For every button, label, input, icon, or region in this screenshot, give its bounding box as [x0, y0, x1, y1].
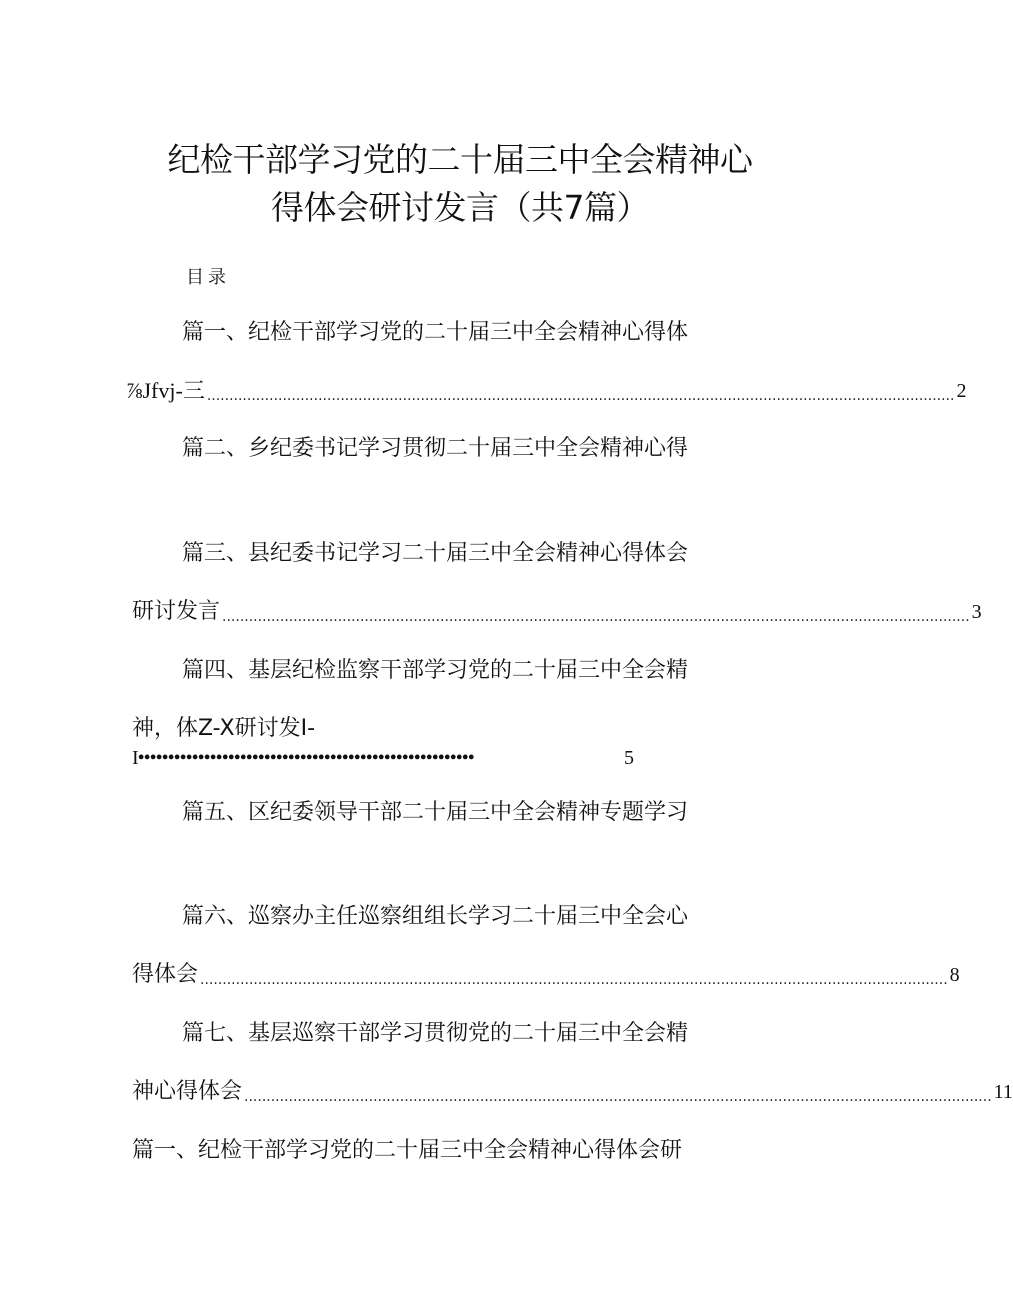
toc-leader-dots: ........................................................................................................................................................................ [244, 1089, 992, 1105]
toc-entry-3-continuation[interactable] [132, 597, 982, 627]
toc-entry-5-title[interactable]: 篇五、区纪委领导干部二十届三中全会精神专题学习 [182, 800, 689, 825]
toc-entry-7-continuation[interactable] [132, 1077, 1013, 1107]
toc-entry-1-title[interactable]: 篇一、纪检干部学习党的二十届三中全会精神心得体 [182, 320, 689, 345]
toc-entry-4-page: 5 [624, 747, 634, 769]
toc-entry-3-cont-text: 研讨发言 [132, 599, 221, 624]
toc-entry-4-cont-text[interactable]: 神，体Z-X研讨发I- [132, 716, 316, 741]
toc-entry-7-page: 11 [993, 1081, 1013, 1103]
toc-entry-1-continuation[interactable] [126, 376, 967, 406]
toc-entry-3-page: 3 [971, 601, 982, 623]
document-title-line-2: 得体会研讨发言（共7篇） [271, 188, 649, 227]
toc-entry-4-title[interactable]: 篇四、基层纪检监察干部学习党的二十届三中全会精 [182, 658, 689, 683]
toc-entry-6-continuation[interactable] [132, 960, 960, 990]
body-section-heading: 篇一、纪检干部学习党的二十届三中全会精神心得体会研 [132, 1138, 683, 1163]
toc-entry-2-title[interactable]: 篇二、乡纪委书记学习贯彻二十届三中全会精神心得 [182, 436, 689, 461]
toc-entry-7-title[interactable]: 篇七、基层巡察干部学习贯彻党的二十届三中全会精 [182, 1021, 689, 1046]
toc-entry-7-cont-text: 神心得体会 [132, 1079, 243, 1104]
document-title-line-1: 纪检干部学习党的二十届三中全会精神心 [167, 140, 753, 179]
toc-heading: 目录 [186, 267, 230, 288]
toc-entry-6-title[interactable]: 篇六、巡察办主任巡察组组长学习二十届三中全会心 [182, 904, 689, 929]
toc-entry-6-page: 8 [949, 964, 960, 986]
toc-leader-dots: ........................................................................................................................................................................ [222, 609, 970, 625]
toc-leader-dots: ........................................................................................................................................................................ [206, 388, 955, 404]
toc-leader-dots: ........................................................................................................................................................................ [200, 972, 948, 988]
toc-entry-1-page: 2 [956, 380, 967, 402]
toc-entry-4-bullet-leader: I•••••••••••••••••••••••••••••••••••••••••••••••••••••••• [132, 747, 474, 769]
toc-entry-6-cont-text: 得体会 [132, 962, 199, 987]
toc-entry-3-title[interactable]: 篇三、县纪委书记学习二十届三中全会精神心得体会 [182, 541, 689, 566]
toc-entry-1-cont-text: ⅞Jfvj-三 [126, 378, 205, 403]
